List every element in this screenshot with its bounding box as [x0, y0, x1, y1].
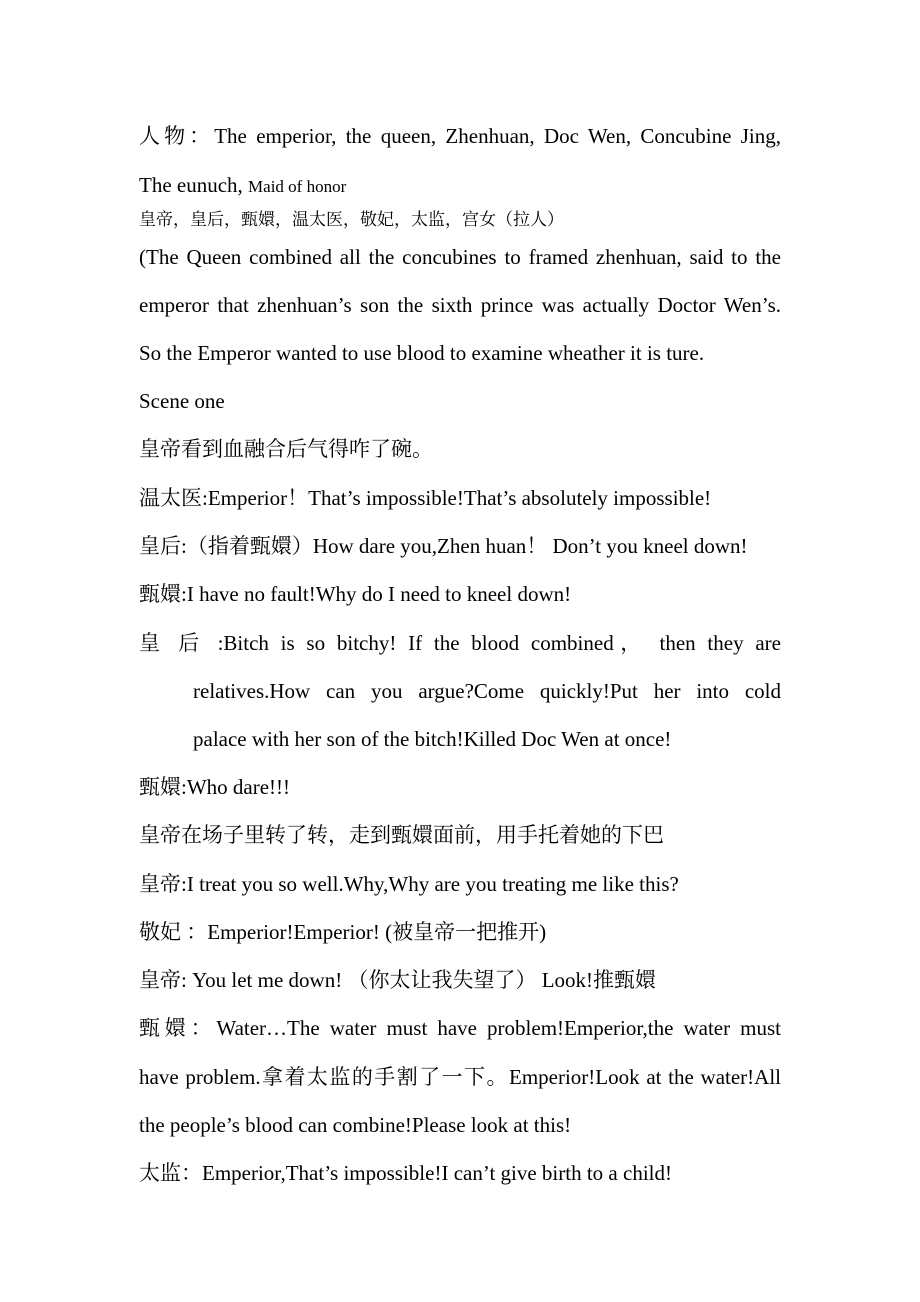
- script-line: have problem.拿着太监的手割了一下。Emperior!Look at the water!All: [139, 1065, 781, 1089]
- script-line: 皇帝:I treat you so well.Why,Why are you treating me like this?: [139, 872, 679, 896]
- script-line: 温太医:Emperior！That’s impossible!That’s absolutely impossible!: [139, 486, 712, 510]
- script-line-continued: relatives.How can you argue?Come quickly!Put her into cold: [193, 679, 781, 703]
- script-line: 皇帝在场子里转了转，走到甄嬛面前，用手托着她的下巴: [139, 823, 664, 847]
- characters-line-1: 人物：The emperior, the queen, Zhenhuan, Doc Wen, Concubine Jing,: [139, 124, 781, 148]
- script-line: 敬妃 ：Emperior!Emperior! (被皇帝一把推开): [139, 920, 547, 944]
- script-line-continued: palace with her son of the bitch!Killed Doc Wen at once!: [193, 727, 672, 751]
- script-line: 甄嬛:Who dare!!!: [139, 775, 291, 799]
- synopsis-line-3: So the Emperor wanted to use blood to examine wheather it is ture.: [139, 341, 705, 365]
- script-line: 甄嬛：Water…The water must have problem!Emperior,the water must: [139, 1016, 781, 1040]
- chinese-roles: 皇帝，皇后，甄嬛，温太医，敬妃，太监，宫女（拉人）: [139, 210, 564, 229]
- script-line: the people’s blood can combine!Please look at this!: [139, 1113, 572, 1137]
- synopsis-line-1: (The Queen combined all the concubines to framed zhenhuan, said to the: [139, 245, 781, 269]
- script-line: 皇后:（指着甄嬛）How dare you,Zhen huan！ Don’t you kneel down!: [139, 534, 748, 558]
- characters-line-2: [139, 172, 781, 200]
- script-line: 甄嬛:I have no fault!Why do I need to kneel down!: [139, 582, 572, 606]
- characters-line-2-main: The eunuch,: [139, 173, 249, 197]
- scene-title: Scene one: [139, 389, 225, 413]
- script-line: 皇 后 :Bitch is so bitchy! If the blood combined， then they are: [139, 631, 781, 655]
- synopsis-line-2: emperor that zhenhuan’s son the sixth prince was actually Doctor Wen’s.: [139, 293, 781, 317]
- script-line: 皇帝: You let me down! （你太让我失望了） Look!推甄嬛: [139, 968, 657, 992]
- script-line: 太监：Emperior,That’s impossible!I can’t give birth to a child!: [139, 1161, 672, 1185]
- characters-line-2-small: Maid of honor: [248, 177, 347, 196]
- script-line: 皇帝看到血融合后气得咋了碗。: [139, 437, 433, 461]
